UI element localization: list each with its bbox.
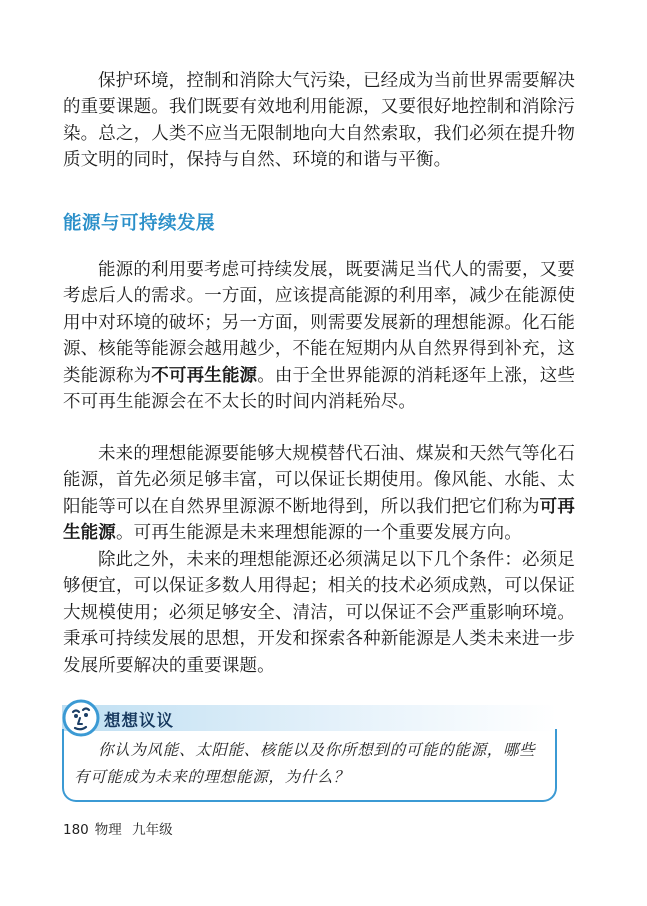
paragraph-text: 能源的利用要考虑可持续发展，既要满足当代人的需要，又要考虑后人的需求。一方面，应该提高能源的利用率，减少在能源使用中对环境的破坏；另一方面，则需要发展新的理想能源。化石能源、核能等能源会越用越少，不能在短期内从自然界得到补充，这类能源称为 <box>63 260 575 386</box>
paragraph-text: 。可再生能源是未来理想能源的一个重要发展方向。 <box>115 523 522 544</box>
paragraph-sustainable-development <box>63 257 575 415</box>
paragraph-text: 。由于全世界能源的消耗逐年上涨，这些不可再生能源会在不太长的时间内消耗殆尽。 <box>63 365 576 413</box>
paragraph-text: 未来的理想能源要能够大规模替代石油、煤炭和天然气等化石能源，首先必须足够丰富，可以保证长期使用。像风能、水能、太阳能等可以在自然界里源源不断地得到，所以我们把它们称为 <box>63 444 575 517</box>
discussion-title: 想想议议 <box>104 711 174 730</box>
paragraph-ideal-energy <box>63 441 575 547</box>
section-heading: 能源与可持续发展 <box>63 213 216 234</box>
page-number: 180 <box>63 822 89 838</box>
footer-grade: 九年级 <box>132 822 173 838</box>
page-footer <box>63 818 179 838</box>
thinking-face-icon <box>61 698 101 738</box>
term-renewable-energy: 可再生能源 <box>63 496 575 544</box>
paragraph-environment: 保护环境，控制和消除大气污染，已经成为当前世界需要解决的重要课题。我们既要有效地利用能源，又要很好地控制和消除污染。总之，人类不应当无限制地向大自然索取，我们必须在提升物质文明的同时，保持与自然、环境的和谐与平衡。 <box>63 71 575 171</box>
paragraph-conditions: 除此之外，未来的理想能源还必须满足以下几个条件：必须足够便宜，可以保证多数人用得起；相关的技术必须成熟，可以保证大规模使用；必须足够安全、清洁，可以保证不会严重影响环境。秉承可持续发展的思想，开发和探索各种新能源是人类未来进一步发展所要解决的重要课题。 <box>63 550 575 676</box>
discussion-question: 你认为风能、太阳能、核能以及你所想到的可能的能源，哪些有可能成为未来的理想能源，为什么？ <box>74 741 536 786</box>
term-nonrenewable-energy: 不可再生能源 <box>151 365 258 386</box>
footer-subject: 物理 <box>94 822 122 838</box>
